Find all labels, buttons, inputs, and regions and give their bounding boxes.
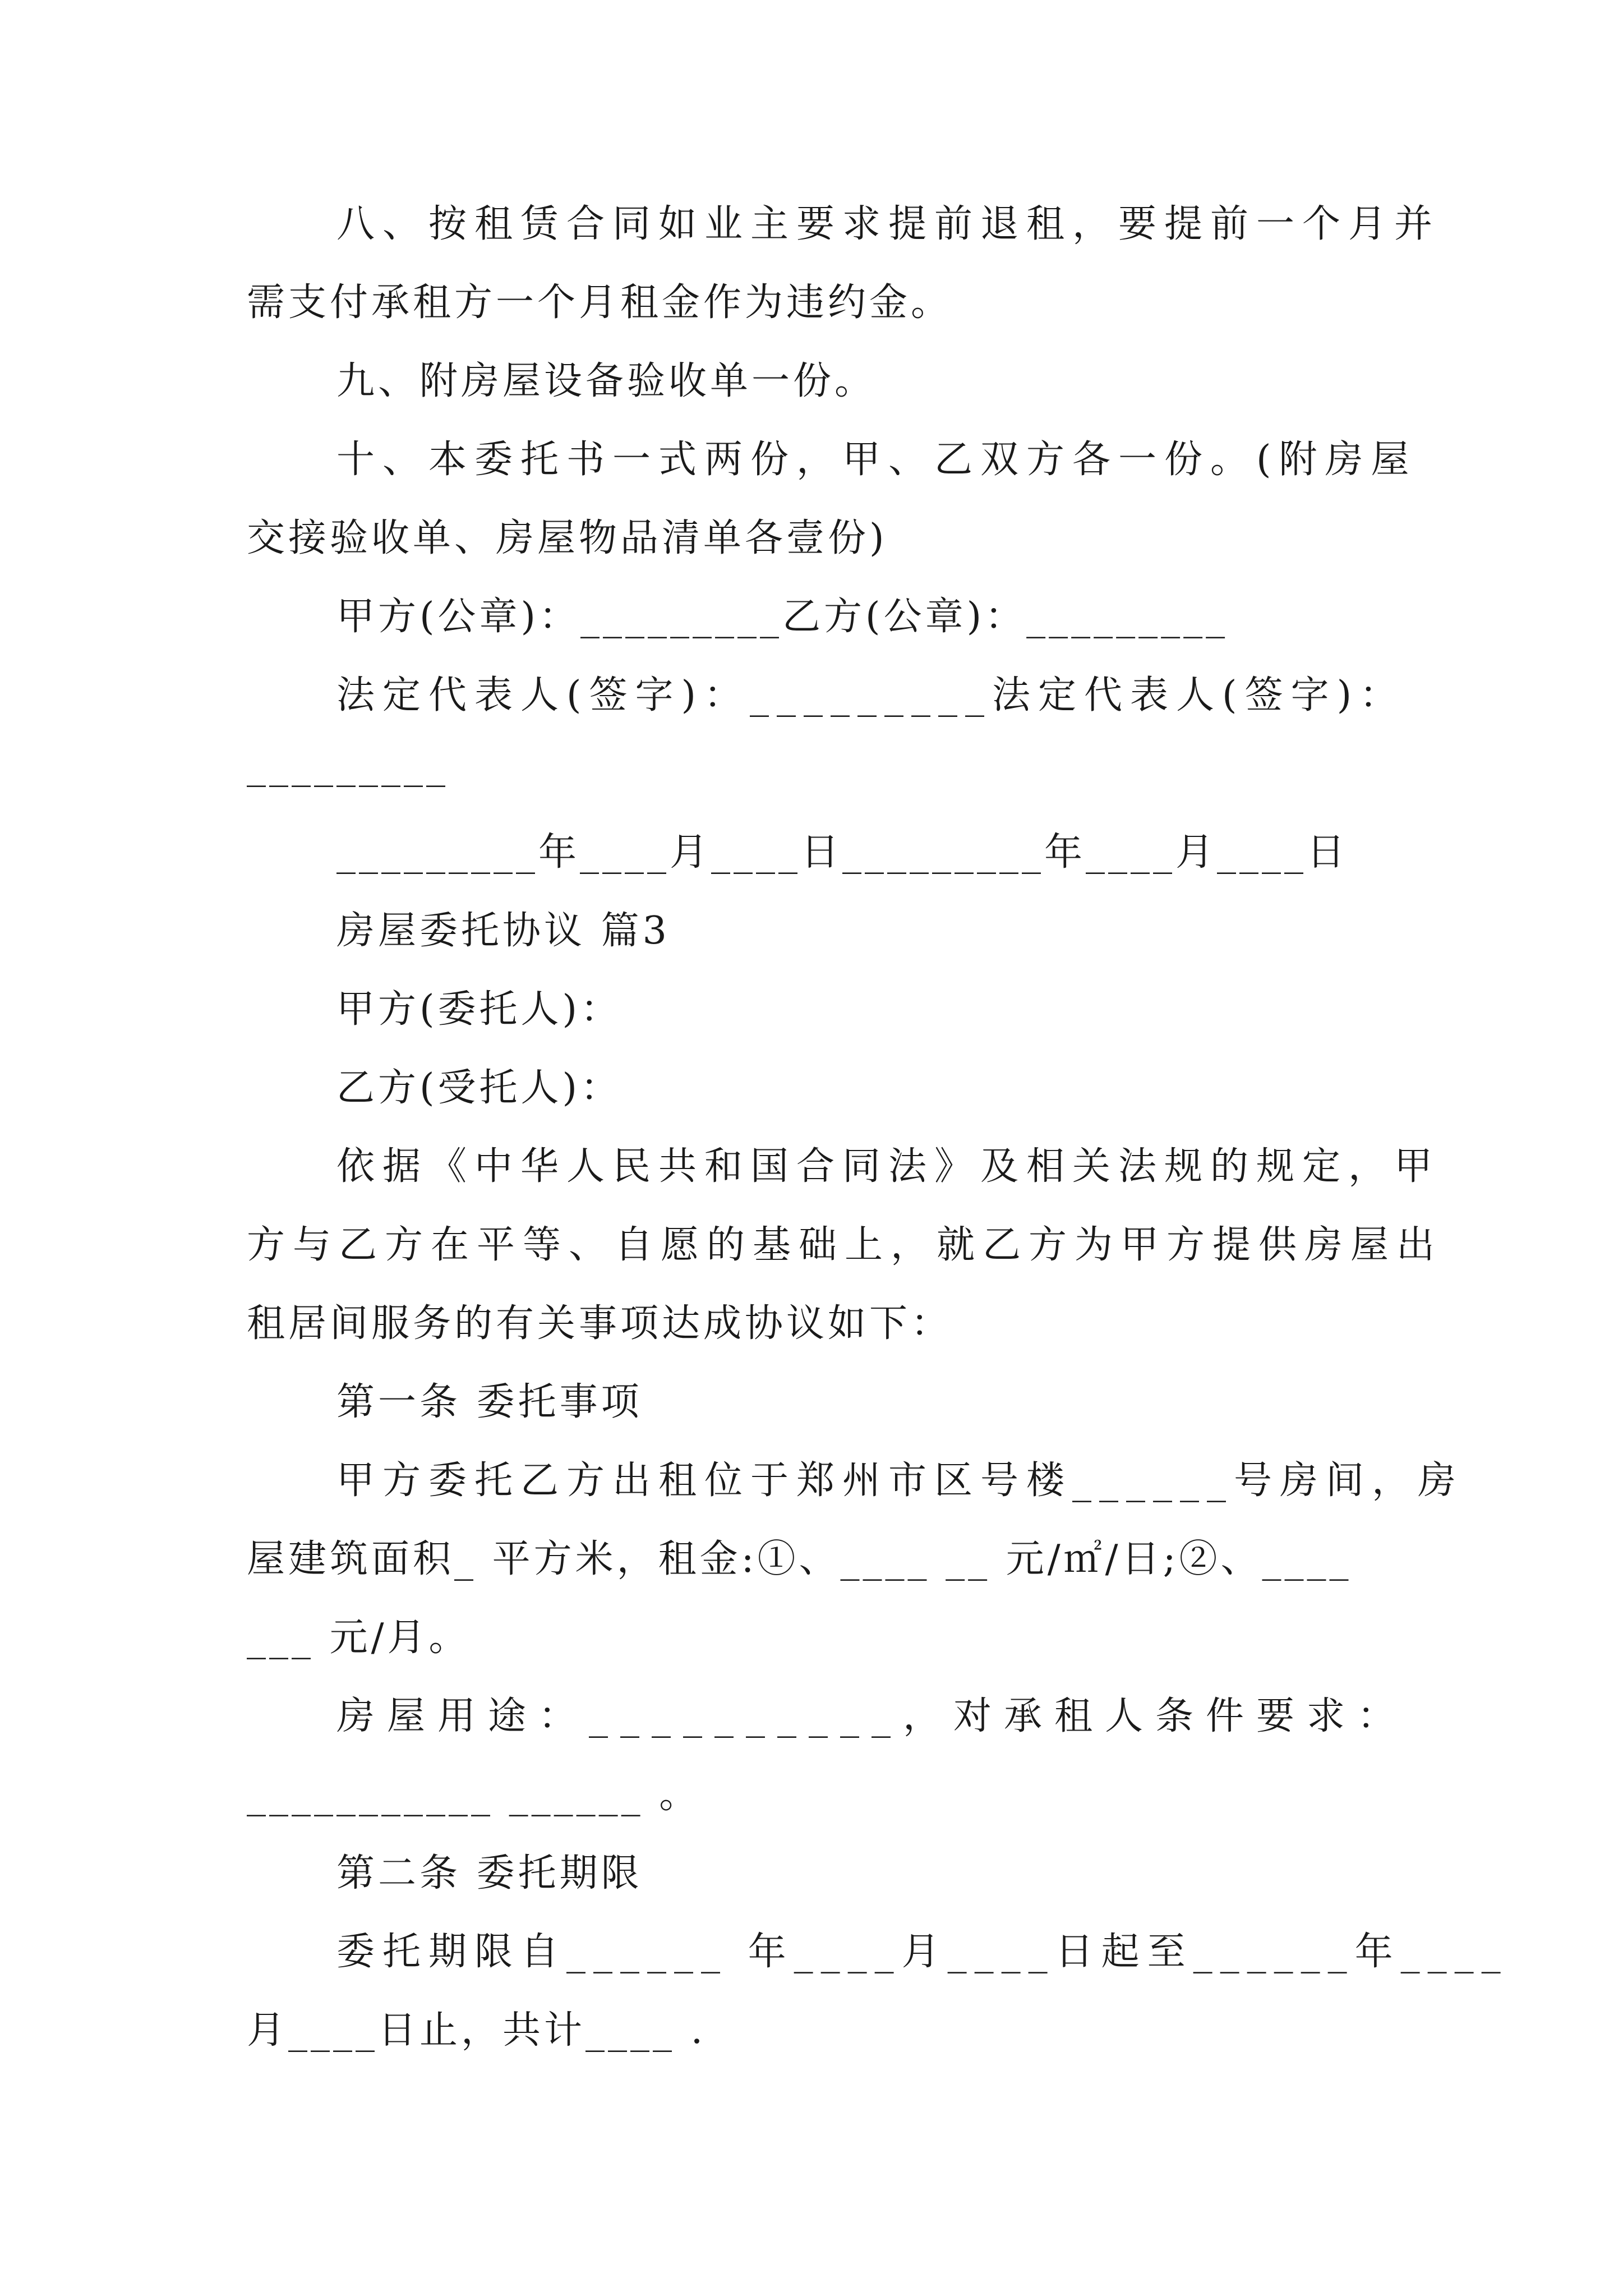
date-line: _________年____月____日_________年____月____日 bbox=[336, 830, 1349, 875]
article-1-line-2: 屋建筑面积_ 平方米，租金:①、____ __ 元/㎡/日;②、____ bbox=[247, 1537, 1352, 1581]
preamble-line-2: 方与乙方在平等、自愿的基础上，就乙方为甲方提供房屋出 bbox=[247, 1223, 1443, 1267]
article-1-heading: 第一条 委托事项 bbox=[336, 1380, 643, 1424]
preamble-line-3: 租居间服务的有关事项达成协议如下： bbox=[247, 1301, 953, 1346]
clause-10-line-1: 十、本委托书一式两份，甲、乙双方各一份。(附房屋 bbox=[336, 438, 1417, 482]
house-use-blank: ___________ ______ 。 bbox=[247, 1773, 701, 1817]
article-2-line-2: 月____日止，共计____ . bbox=[247, 2008, 707, 2053]
preamble-line-1: 依据《中华人民共和国合同法》及相关法规的规定，甲 bbox=[336, 1144, 1441, 1189]
legal-rep-signature-line: 法定代表人(签字)：_________法定代表人(签字)： bbox=[336, 673, 1406, 717]
article-1-line-3: ___ 元/月。 bbox=[247, 1616, 471, 1660]
clause-9: 九、附房屋设备验收单一份。 bbox=[336, 359, 877, 403]
clause-10-line-2: 交接验收单、房屋物品清单各壹份) bbox=[247, 516, 888, 560]
section-title: 房屋委托协议 篇3 bbox=[336, 909, 670, 953]
house-use-line: 房屋用途：__________，对承租人条件要求： bbox=[336, 1694, 1408, 1738]
clause-8-line-2: 需支付承租方一个月租金作为违约金。 bbox=[247, 280, 953, 325]
party-a-principal: 甲方(委托人)： bbox=[336, 987, 623, 1032]
clause-8-line-1: 八、按租赁合同如业主要求提前退租，要提前一个月并 bbox=[336, 202, 1441, 246]
signature-blank: _________ bbox=[247, 743, 449, 788]
party-seal-line: 甲方(公章)：_________乙方(公章)：_________ bbox=[336, 595, 1229, 639]
article-1-line-1: 甲方委托乙方出租位于郑州市区号楼______号房间，房 bbox=[336, 1458, 1464, 1503]
party-b-agent: 乙方(受托人)： bbox=[336, 1066, 623, 1110]
article-2-line-1: 委托期限自______ 年____月____日起至______年____ bbox=[336, 1930, 1509, 1974]
article-2-heading: 第二条 委托期限 bbox=[336, 1851, 643, 1895]
